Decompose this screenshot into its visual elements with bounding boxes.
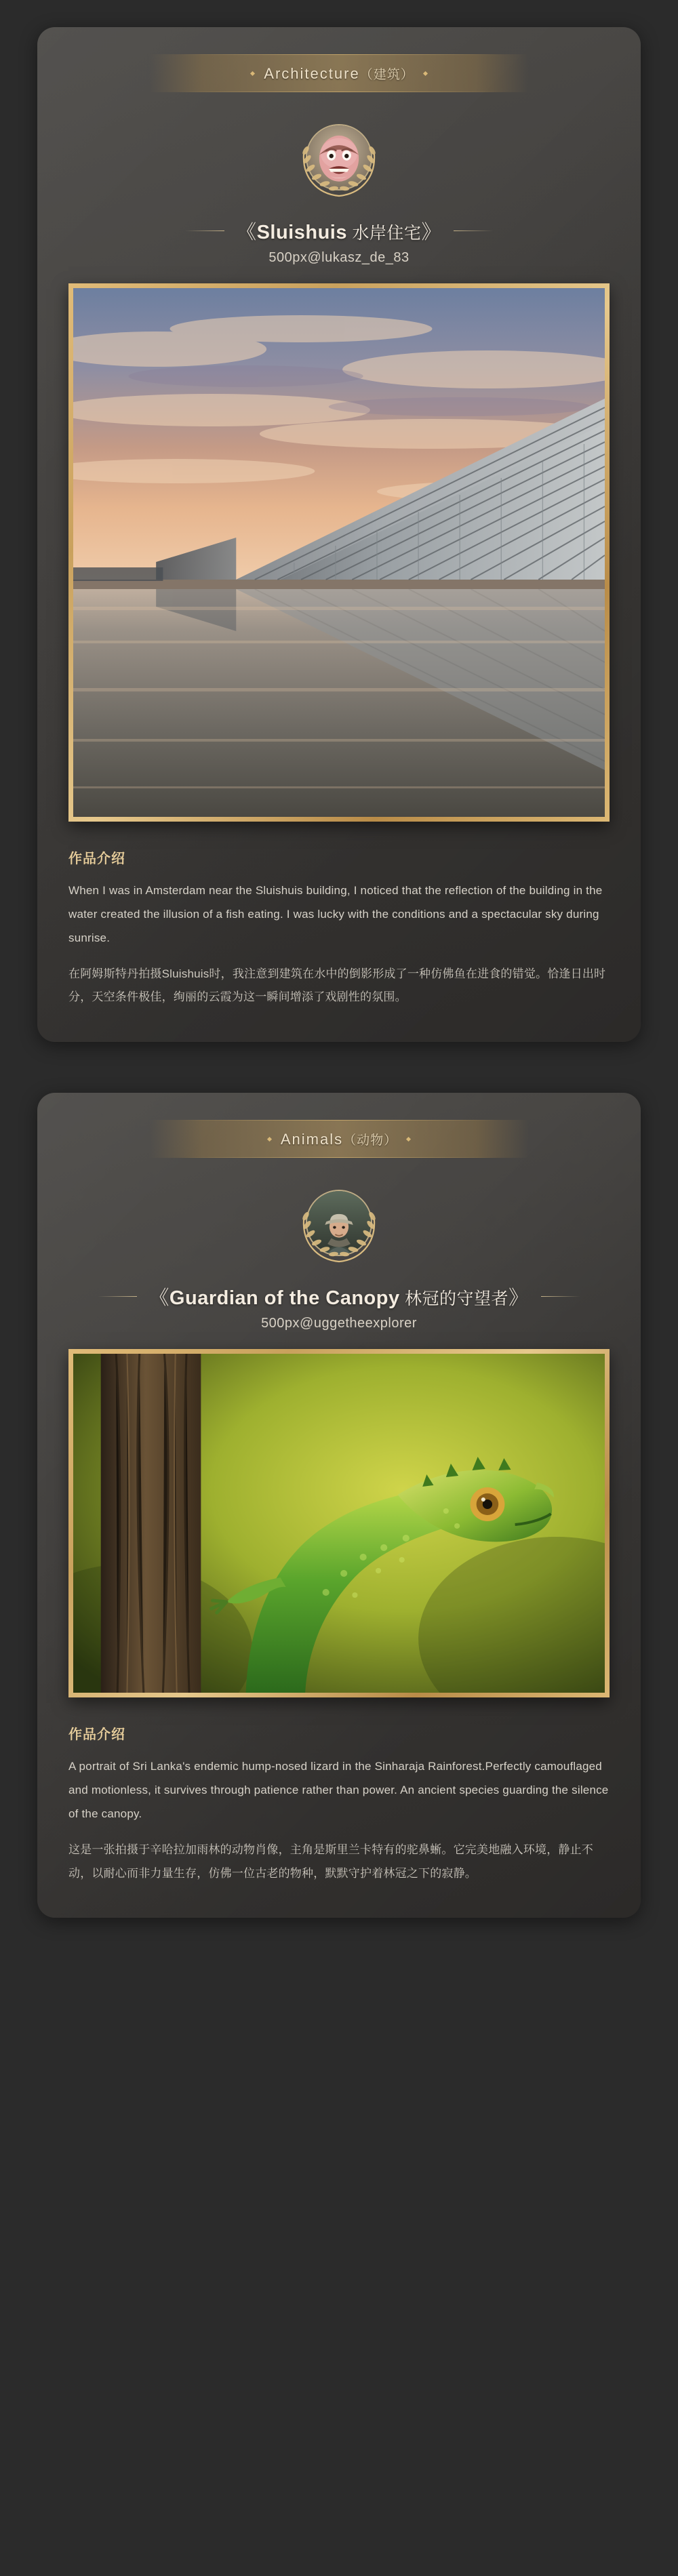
photo-frame-architecture bbox=[68, 283, 610, 822]
intro-paragraph-en: When I was in Amsterdam near the Sluishuis building, I noticed that the reflection of the building in the water created the illusion of a fish eating. I was lucky with the conditions and a spectacular sky during sunrise. bbox=[68, 884, 603, 944]
intro-paragraph-cn: 在阿姆斯特丹拍摄Sluishuis时，我注意到建筑在水中的倒影形成了一种仿佛鱼在进食的错觉。恰逢日出时分，天空条件极佳，绚丽的云霞为这一瞬间增添了戏剧性的氛围。 bbox=[68, 967, 606, 1004]
title-rule-left bbox=[98, 1296, 137, 1297]
photo-lizard bbox=[73, 1354, 605, 1693]
title-close-bracket: 》 bbox=[421, 222, 441, 243]
title-open-bracket: 《 bbox=[237, 222, 257, 243]
title-en: Guardian of the Canopy bbox=[169, 1287, 400, 1310]
category-banner bbox=[149, 1120, 529, 1158]
category-title-en: Animals bbox=[280, 1130, 344, 1148]
category-title bbox=[264, 64, 414, 83]
section-label-intro: 作品介绍 bbox=[68, 1727, 125, 1743]
content-card-architecture bbox=[37, 27, 641, 1042]
diamond-dot-icon bbox=[267, 1137, 272, 1142]
category-title-en: Architecture bbox=[264, 64, 360, 82]
category-banner-wrap bbox=[68, 27, 610, 92]
avatar-wrap bbox=[68, 1181, 610, 1265]
content-card-animals bbox=[37, 1093, 641, 1918]
photo-sluishuis bbox=[73, 288, 605, 817]
intro-paragraph-en: A portrait of Sri Lanka's endemic hump-nosed lizard in the Sinharaja Rainforest.Perfectly camouflaged and motionless, it survives through patience rather than power. An ancient species guarding the silence of the canopy. bbox=[68, 1760, 609, 1820]
category-title-cn: （动物） bbox=[343, 1133, 398, 1148]
photo-credit: 500px@lukasz_de_83 bbox=[268, 250, 410, 265]
title-rule-right bbox=[454, 230, 493, 231]
title-cn: 林冠的守望者 bbox=[399, 1289, 509, 1309]
title-close-bracket: 》 bbox=[509, 1287, 529, 1310]
intro-paragraph-cn: 这是一张拍摄于辛哈拉加雨林的动物肖像，主角是斯里兰卡特有的驼鼻蜥。它完美地融入环境，静止不动，以耐心而非力量生存，仿佛一位古老的物种，默默守护着林冠之下的寂静。 bbox=[68, 1843, 593, 1880]
section-label-intro: 作品介绍 bbox=[68, 851, 125, 866]
photo-credit: 500px@uggetheexplorer bbox=[261, 1316, 417, 1331]
diamond-dot-icon bbox=[423, 71, 428, 75]
diamond-dot-icon bbox=[406, 1137, 411, 1142]
title-cn: 水岸住宅 bbox=[346, 224, 422, 243]
category-title-cn: （建筑） bbox=[359, 67, 414, 82]
work-title-row bbox=[68, 217, 610, 245]
avatar bbox=[297, 115, 381, 199]
avatar-image-architecture bbox=[306, 124, 372, 190]
photo-frame-animals bbox=[68, 1349, 610, 1697]
avatar-image-animals bbox=[306, 1190, 372, 1256]
work-title bbox=[237, 217, 441, 245]
work-title bbox=[149, 1283, 528, 1310]
category-title bbox=[281, 1130, 397, 1148]
avatar bbox=[297, 1181, 381, 1265]
category-banner-wrap bbox=[68, 1093, 610, 1158]
work-title-row bbox=[68, 1283, 610, 1310]
title-rule-right bbox=[541, 1296, 580, 1297]
diamond-dot-icon bbox=[250, 71, 255, 75]
avatar-wrap bbox=[68, 115, 610, 199]
title-en: Sluishuis bbox=[256, 222, 347, 243]
title-open-bracket: 《 bbox=[149, 1287, 170, 1310]
category-banner bbox=[149, 54, 529, 92]
title-rule-left bbox=[185, 230, 224, 231]
